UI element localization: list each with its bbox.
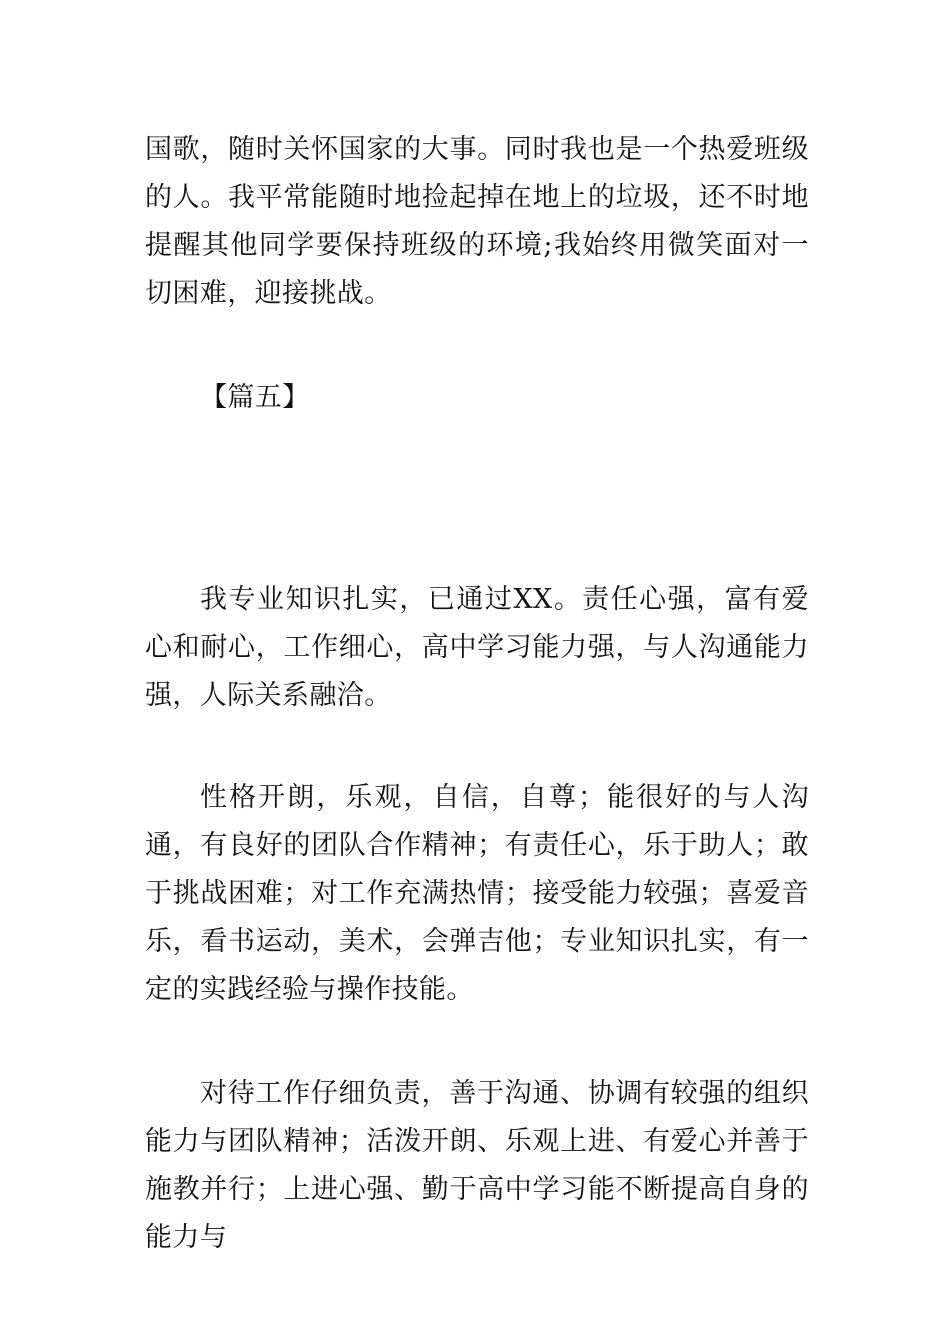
paragraph: 性格开朗，乐观，自信，自尊；能很好的与人沟通，有良好的团队合作精神；有责任心，乐于助人；敢于挑战困难；对工作充满热情；接受能力较强；喜爱音乐，看书运动，美术，会弹吉他；专业知识扎实，有一定的实践经验与操作技能。 [145, 782, 809, 1005]
paragraph: 我专业知识扎实，已通过XX。责任心强，富有爱心和耐心，工作细心，高中学习能力强，与人沟通能力强，人际关系融洽。 [145, 584, 809, 711]
paragraph: 对待工作仔细负责，善于沟通、协调有较强的组织能力与团队精神；活泼开朗、乐观上进、有爱心并善于施教并行；上进心强、勤于高中学习能不断提高自身的能力与 [145, 1078, 809, 1253]
paragraph-continued: 国歌，随时关怀国家的大事。同时我也是一个热爱班级的人。我平常能随时地捡起掉在地上的垃圾，还不时地提醒其他同学要保持班级的环境;我始终用微笑面对一切困难，迎接挑战。 [145, 134, 809, 309]
section-heading: 【篇五】 [200, 382, 310, 413]
